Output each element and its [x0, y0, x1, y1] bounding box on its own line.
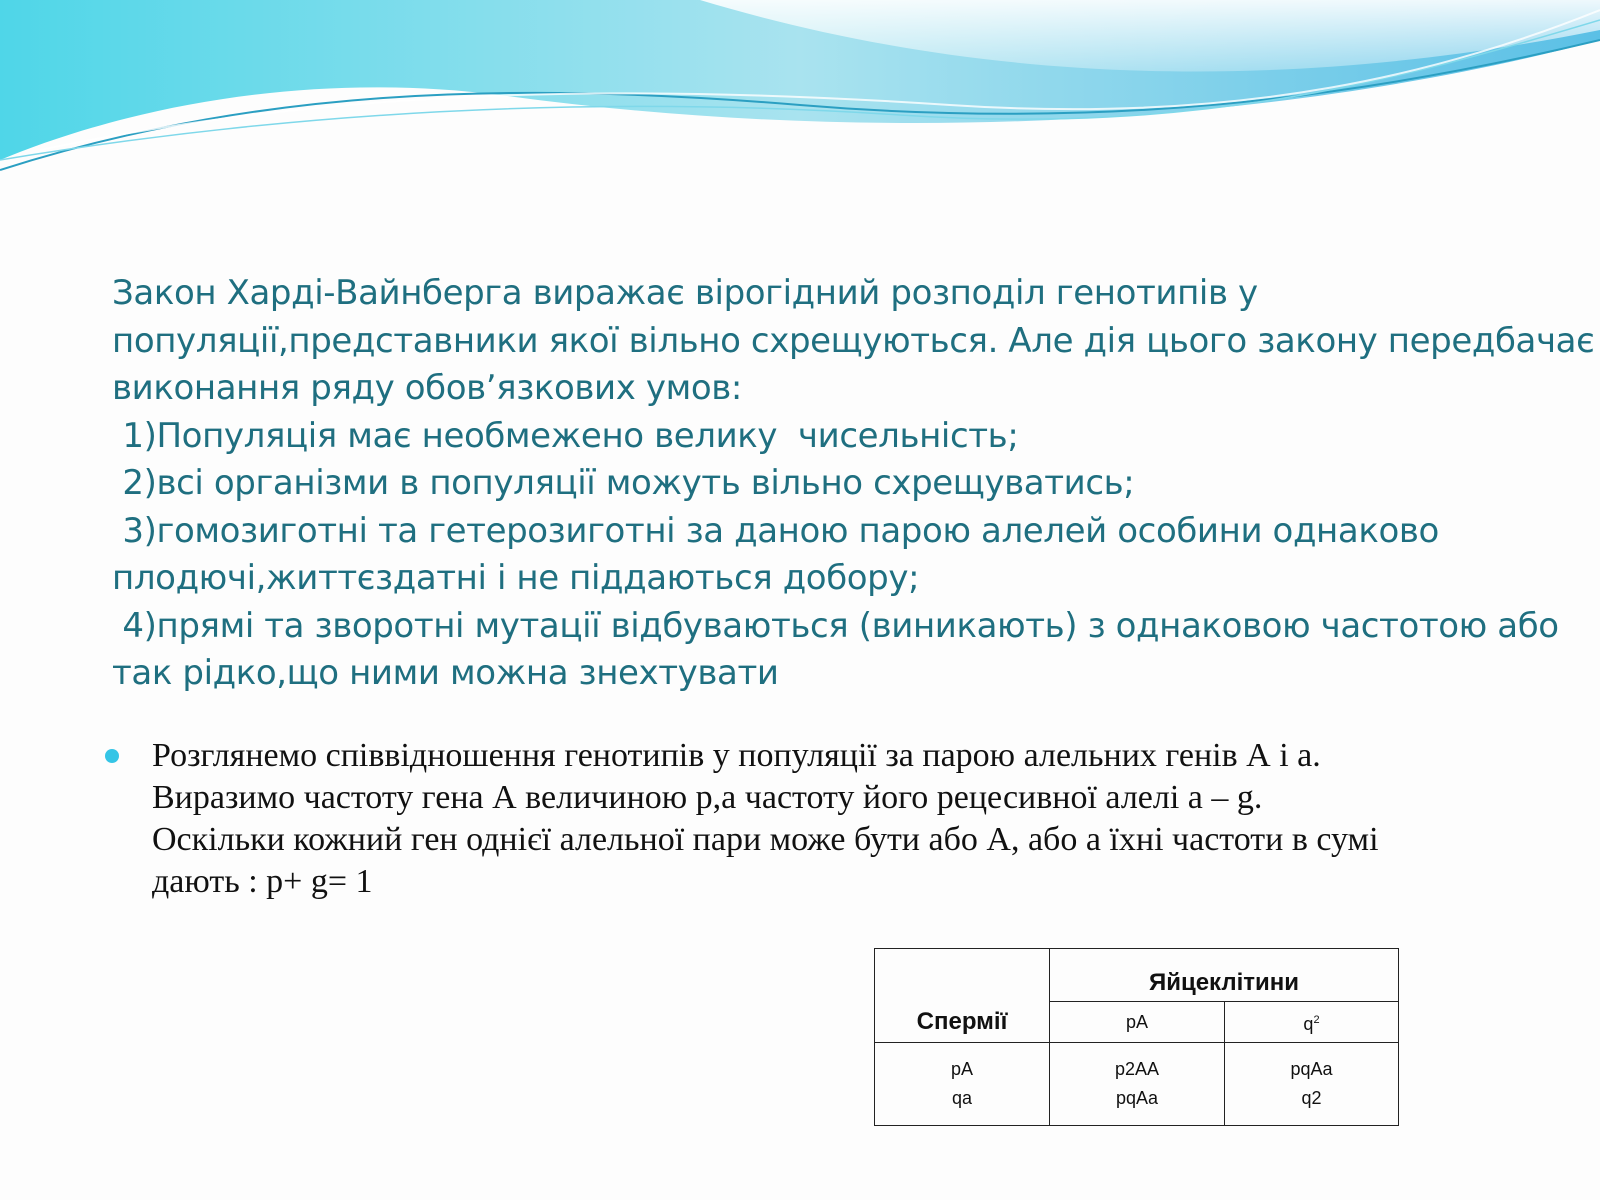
- genotype-value: q2: [1301, 1088, 1322, 1108]
- col-header-eggs: Яйцеклітини: [1050, 949, 1399, 1002]
- condition-3-cont: плодючі,життєздатні і не піддаються добору;: [112, 558, 920, 598]
- condition-2: 2)всі організми в популяції можуть вільно схрещуватись;: [112, 463, 1135, 503]
- bullet-line: Розглянемо співвідношення генотипів у популяції за парою алельних генів А і а.: [152, 737, 1321, 774]
- condition-1: 1)Популяція має необмежено велику чисельність;: [112, 415, 1019, 456]
- genotype-value: pqAa: [1290, 1059, 1333, 1079]
- intro-line: популяції,представники якої вільно схрещуються. Але дія цього закону передбачає: [112, 320, 1595, 361]
- condition-3: 3)гомозиготні та гетерозиготні за даною парою алелей особини однаково: [112, 510, 1439, 551]
- row-label: qa: [951, 1088, 973, 1108]
- decorative-wave-banner: [0, 0, 1600, 200]
- genotype-cell: [1050, 1043, 1225, 1126]
- genotype-value: pqAa: [1115, 1088, 1159, 1108]
- genotype-value: p2AA: [1114, 1059, 1160, 1079]
- punnett-table: [874, 948, 1399, 1126]
- intro-line: виконання ряду обов’язкових умов:: [112, 368, 742, 408]
- intro-paragraph: [112, 270, 1595, 698]
- bullet-line: дають : p+ g= 1: [152, 863, 373, 900]
- bullet-line: Оскільки кожний ген однієї алельної пари може бути або А, або а їхні частоти в сумі: [152, 821, 1379, 858]
- row-header-sperm: Спермії: [875, 949, 1050, 1043]
- condition-4-cont: так рідко,що ними можна знехтувати: [112, 653, 779, 693]
- bullet-line: Виразимо частоту гена А величиною р,а частоту його рецесивної алелі а – g.: [152, 779, 1263, 816]
- bullet-text: [152, 735, 1552, 903]
- col-label-q2-sup: 2: [1313, 1013, 1320, 1026]
- condition-4: 4)прямі та зворотні мутації відбуваються (виникають) з однаковою частотою або: [112, 605, 1559, 646]
- intro-line: Закон Харді-Вайнберга виражає вірогідний розподіл генотипів у: [112, 273, 1258, 313]
- col-label-pA: pA: [1050, 1002, 1225, 1043]
- genotype-cell: [1225, 1043, 1399, 1126]
- col-label-q2-base: q: [1303, 1013, 1314, 1034]
- col-label-q2: [1225, 1002, 1399, 1043]
- row-label: pA: [950, 1059, 974, 1079]
- bullet-dot-icon: [105, 749, 119, 763]
- row-labels-cell: [875, 1043, 1050, 1126]
